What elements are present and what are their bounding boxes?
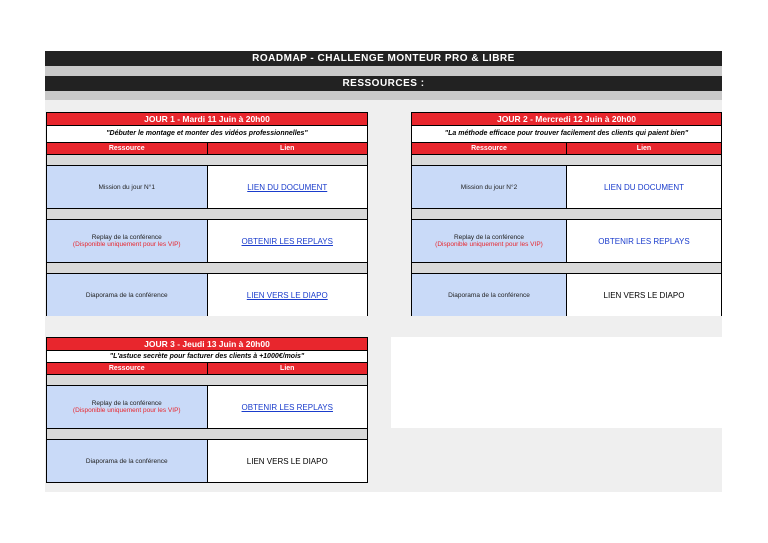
link-cell bbox=[208, 440, 368, 482]
vip-note: (Disponible uniquement pour les VIP) bbox=[72, 407, 181, 414]
row-separator bbox=[412, 155, 721, 166]
resource-label: Replay de la conférence bbox=[91, 234, 162, 241]
table-row bbox=[47, 166, 367, 209]
resource-cell bbox=[47, 274, 208, 316]
col-link-header: Lien bbox=[280, 365, 295, 372]
day-card-1 bbox=[46, 112, 368, 316]
row-separator bbox=[47, 209, 367, 220]
col-resource-header: Ressource bbox=[47, 143, 208, 154]
resource-cell bbox=[412, 220, 567, 262]
row-separator bbox=[47, 429, 367, 440]
section-title: RESSOURCES : bbox=[45, 76, 722, 91]
replays-link[interactable]: OBTENIR LES REPLAYS bbox=[598, 236, 690, 246]
link-cell bbox=[567, 166, 721, 208]
replays-link[interactable]: OBTENIR LES REPLAYS bbox=[241, 402, 333, 412]
resource-cell bbox=[412, 274, 567, 316]
resource-label: Diaporama de la conférence bbox=[85, 457, 168, 465]
table-header bbox=[47, 143, 367, 155]
day-card-3 bbox=[46, 337, 368, 483]
table-row bbox=[47, 220, 367, 263]
document-link[interactable]: LIEN DU DOCUMENT bbox=[603, 182, 684, 192]
link-cell bbox=[567, 274, 721, 316]
link-cell bbox=[208, 166, 368, 208]
col-link-header: Lien bbox=[636, 145, 652, 152]
day-card-2 bbox=[411, 112, 722, 316]
table-header bbox=[412, 143, 721, 155]
table-row bbox=[47, 274, 367, 316]
table-row bbox=[47, 386, 367, 429]
day-quote: "L'astuce secrète pour facturer des clients à +1000€/mois" bbox=[47, 351, 367, 363]
diapo-link[interactable]: LIEN VERS LE DIAPO bbox=[246, 290, 328, 300]
day-title: JOUR 3 - Jeudi 13 Juin à 20h00 bbox=[47, 338, 367, 351]
page-title: ROADMAP - CHALLENGE MONTEUR PRO & LIBRE bbox=[45, 51, 722, 66]
diapo-link-text: LIEN VERS LE DIAPO bbox=[603, 290, 685, 300]
table-row bbox=[412, 220, 721, 263]
day-quote: "La méthode efficace pour trouver facilement des clients qui paient bien" bbox=[412, 126, 721, 143]
table-row bbox=[47, 440, 367, 482]
resource-label: Diaporama de la conférence bbox=[448, 291, 530, 299]
row-separator bbox=[47, 375, 367, 386]
link-cell bbox=[208, 274, 368, 316]
section-separator bbox=[45, 91, 722, 100]
row-separator bbox=[412, 209, 721, 220]
resource-label: Mission du jour N°2 bbox=[460, 183, 518, 191]
vip-note: (Disponible uniquement pour les VIP) bbox=[72, 241, 181, 248]
link-cell bbox=[208, 220, 368, 262]
table-row bbox=[412, 166, 721, 209]
resource-label: Mission du jour N°1 bbox=[98, 183, 155, 191]
document-link[interactable]: LIEN DU DOCUMENT bbox=[247, 182, 328, 192]
resource-label: Replay de la conférence bbox=[91, 400, 162, 407]
col-resource-header: Ressource bbox=[47, 363, 208, 374]
link-cell bbox=[208, 386, 368, 428]
row-separator bbox=[47, 155, 367, 166]
resource-cell bbox=[47, 220, 208, 262]
diapo-link-text: LIEN VERS LE DIAPO bbox=[246, 456, 328, 466]
table-header bbox=[47, 363, 367, 375]
resource-cell bbox=[412, 166, 567, 208]
link-cell bbox=[567, 220, 721, 262]
col-resource-header: Ressource bbox=[412, 143, 567, 154]
replays-link[interactable]: OBTENIR LES REPLAYS bbox=[241, 236, 333, 246]
resource-label: Replay de la conférence bbox=[453, 234, 525, 241]
vip-note: (Disponible uniquement pour les VIP) bbox=[435, 241, 543, 248]
table-row bbox=[412, 274, 721, 316]
bottom-right-panel-bg bbox=[391, 428, 722, 492]
row-separator bbox=[412, 263, 721, 274]
col-link-header: Lien bbox=[280, 145, 295, 152]
resource-cell bbox=[47, 440, 208, 482]
resource-cell bbox=[47, 166, 208, 208]
title-separator bbox=[45, 66, 722, 76]
resource-label: Diaporama de la conférence bbox=[85, 291, 168, 299]
resource-cell bbox=[47, 386, 208, 428]
day-quote: "Débuter le montage et monter des vidéos professionnelles" bbox=[47, 126, 367, 143]
row-separator bbox=[47, 263, 367, 274]
day-title: JOUR 1 - Mardi 11 Juin à 20h00 bbox=[47, 113, 367, 126]
day-title: JOUR 2 - Mercredi 12 Juin à 20h00 bbox=[412, 113, 721, 126]
